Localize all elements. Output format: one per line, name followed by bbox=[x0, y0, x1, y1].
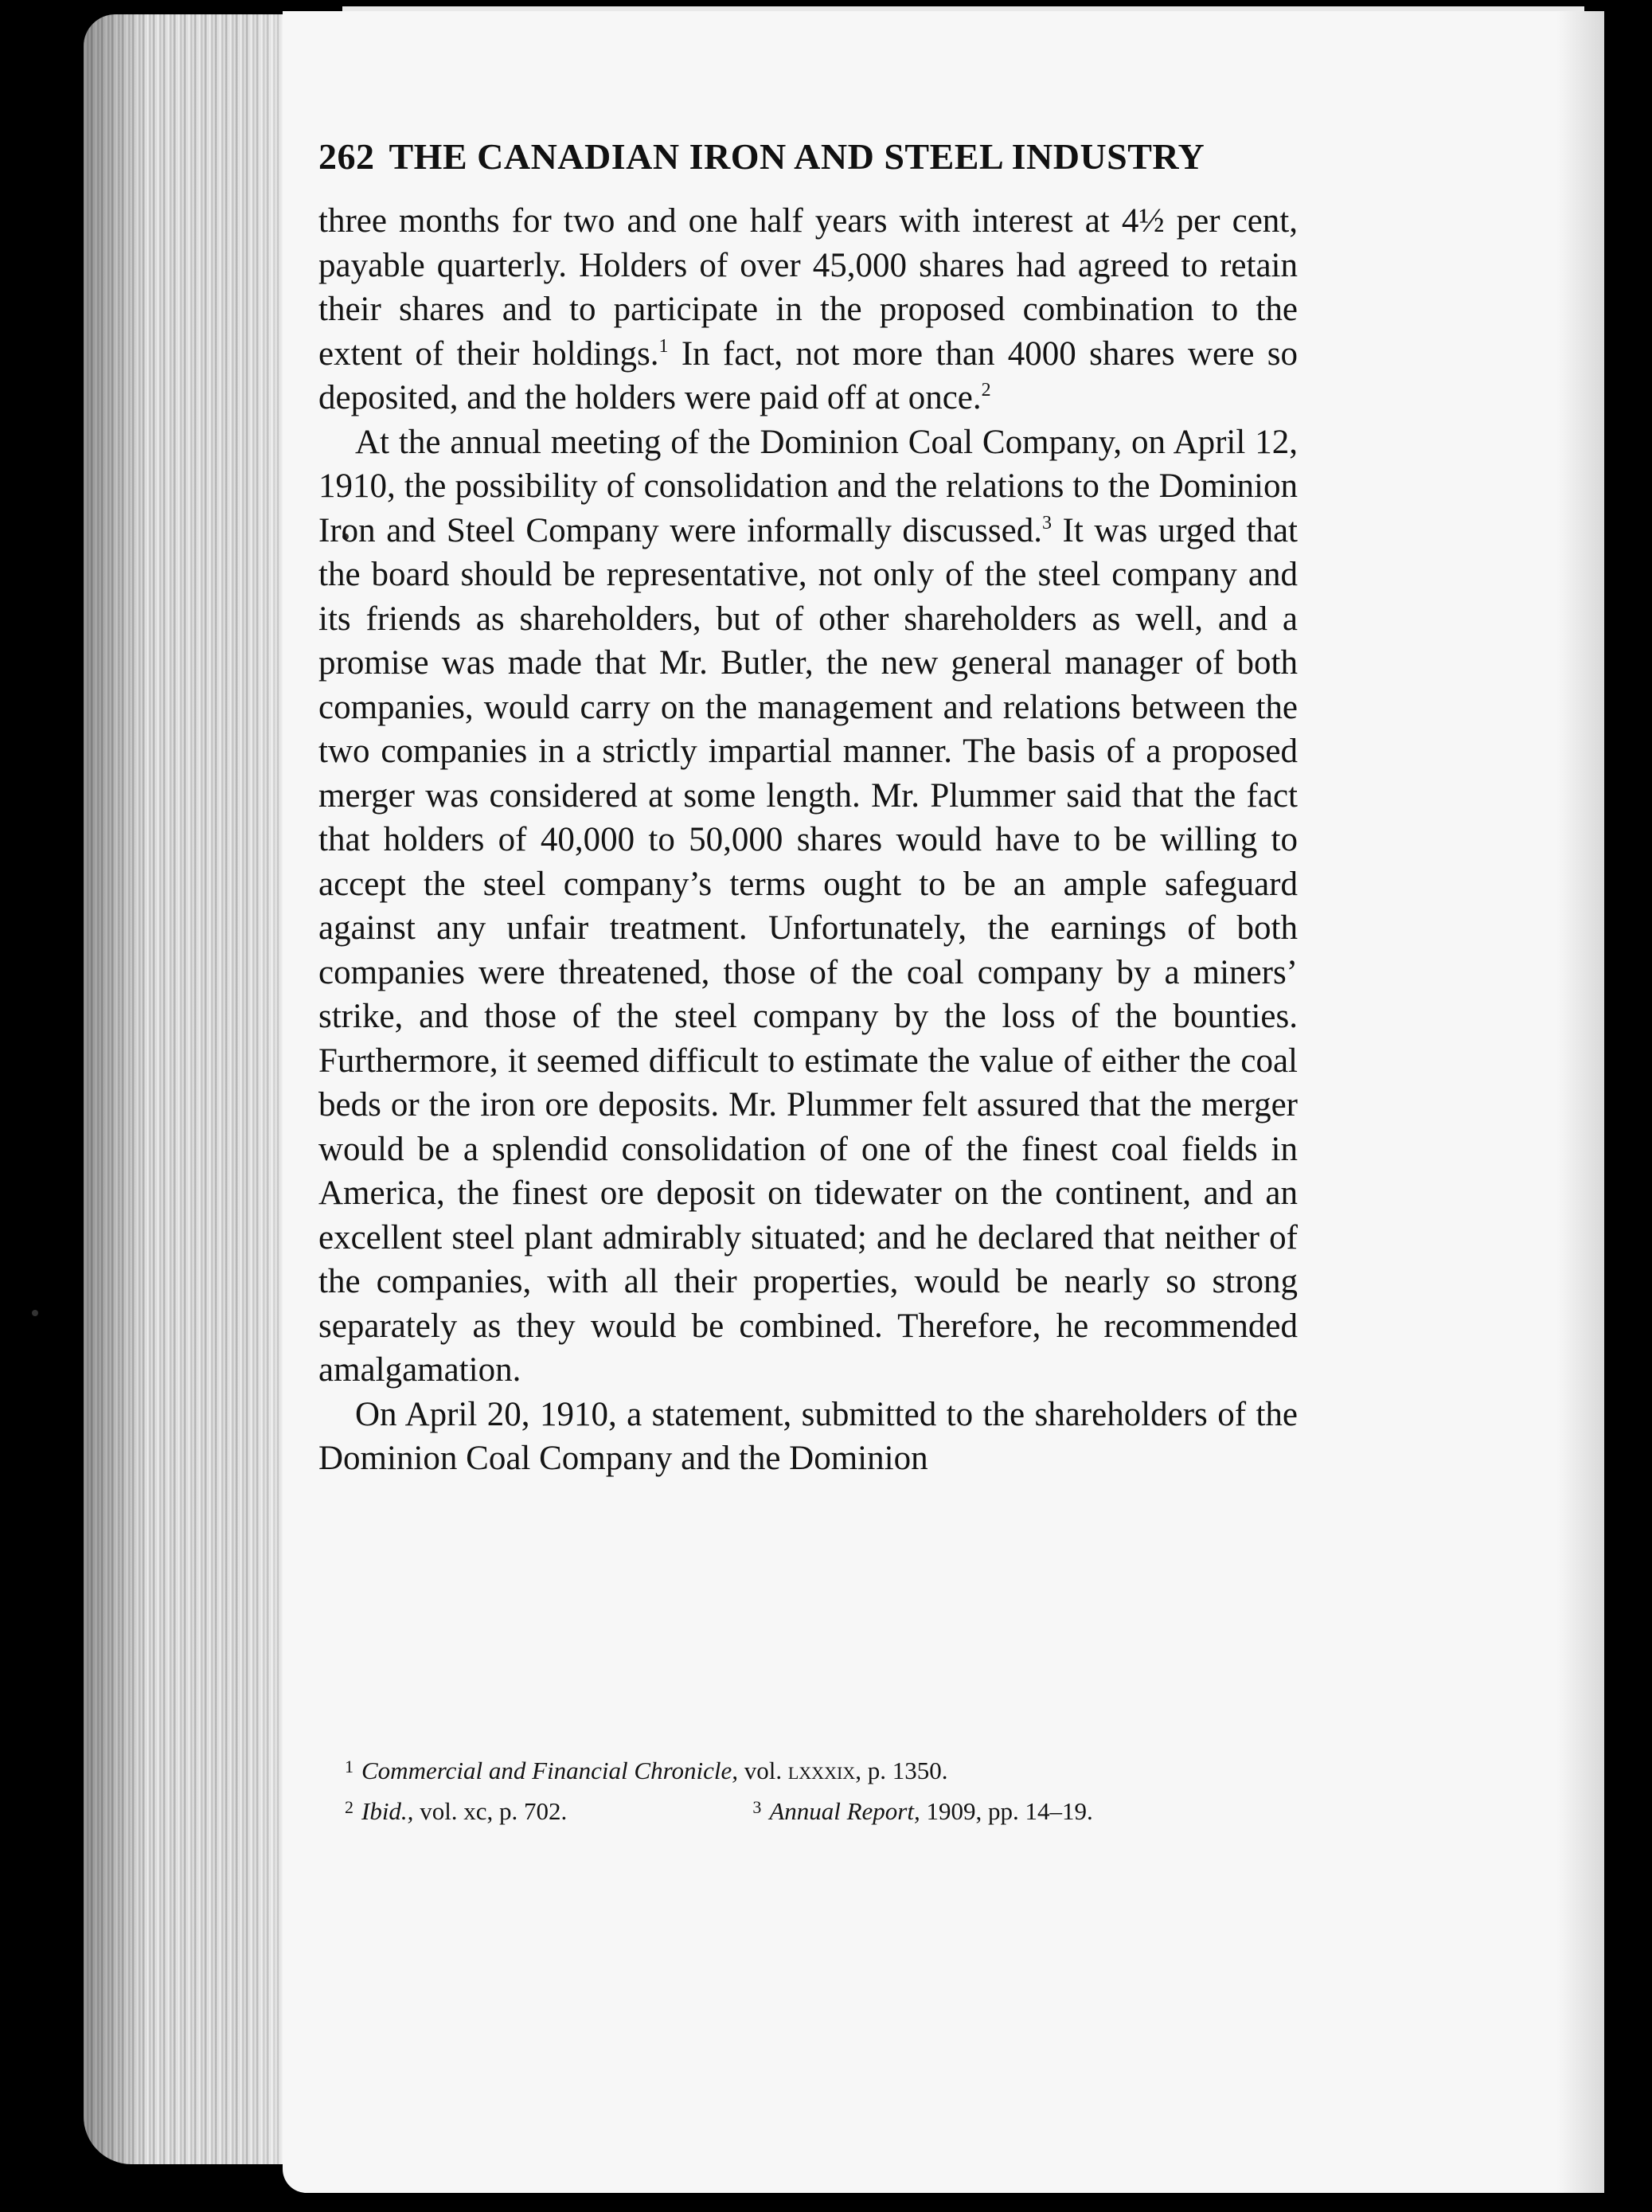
running-head bbox=[318, 135, 1282, 178]
footnote-source: Ibid., bbox=[361, 1797, 414, 1825]
footnote-ref[interactable]: 2 bbox=[981, 380, 991, 401]
footnote-mark: 2 bbox=[345, 1797, 353, 1817]
footnote-source: Annual Report, bbox=[769, 1797, 920, 1825]
page-shadow bbox=[1556, 11, 1604, 2193]
footnote-text: vol. xc, p. 702. bbox=[413, 1797, 568, 1825]
footnote-ref[interactable]: 3 bbox=[1041, 512, 1052, 533]
scan-speck bbox=[32, 1310, 38, 1316]
footnote-mark: 3 bbox=[752, 1797, 762, 1817]
paragraph-text: In fact, not more than 4000 shares were so deposited, and the holders were paid off at once. bbox=[318, 334, 1298, 416]
paragraph-text: At the annual meeting of the Dominion Coal Company, on April 12, 1910, the possibility of consolidation and the relations to the Dominion Iron and Steel Company were informally discussed. bbox=[318, 423, 1298, 549]
footnote-source: Commercial and Financial Chronicle, bbox=[361, 1757, 738, 1784]
footnotes bbox=[318, 1749, 1298, 1830]
footnote-text: 1909, pp. 14–19. bbox=[920, 1797, 1093, 1825]
paragraph bbox=[318, 420, 1298, 1393]
footnote-ref[interactable]: 1 bbox=[658, 335, 669, 357]
footnote-volume: lxxxix bbox=[787, 1757, 856, 1784]
paragraph-text: On April 20, 1910, a statement, submitted to the shareholders of the Dominion Coal Company and the Dominion bbox=[318, 1395, 1298, 1477]
body-text bbox=[318, 199, 1298, 1481]
paragraph bbox=[318, 199, 1298, 420]
paragraph bbox=[318, 1393, 1298, 1481]
footnote bbox=[318, 1749, 1298, 1789]
footnote bbox=[318, 1789, 1298, 1830]
paragraph-text: It was urged that the board should be representative, not only of the steel company and its friends as shareholders, but of other shareholders as well, and a promise was made that Mr. Butler, the new general manager of both companies, would carry on the management and relations between the two companies in a strictly impartial manner. The basis of a proposed merger was considered at some length. Mr. Plummer said that the fact that holders of 40,000 to 50,000 shares would have to be willing to accept the steel company’s terms ought to be an ample safeguard against any unfair treatment. Unfortunately, the earnings of both companies were threatened, those of the coal company by a miners’ strike, and those of the steel company by the loss of the bounties. Furthermore, it seemed difficult to estimate the value of either the coal beds or the iron ore deposits. Mr. Plummer felt assured that the merger would be a splendid consolidation of one of the finest coal fields in America, the finest ore deposit on tidewater on the continent, and an excellent steel plant admirably situated; and he declared that neither of the companies, with all their properties, would be nearly so strong separately as they would be combined. Therefore, he recommended amalgamation. bbox=[318, 511, 1298, 1389]
page-number: 262 bbox=[318, 136, 375, 177]
paragraph-text: three months for two and one half years with interest at 4½ per cent, payable quarterly. Holders of over 45,000 shares had agreed to retain their shares and to participate in the proposed combination to the extent of their holdings. bbox=[318, 202, 1298, 373]
footnote-mark: 1 bbox=[345, 1757, 353, 1776]
running-title: THE CANADIAN IRON AND STEEL INDUSTRY bbox=[389, 136, 1205, 177]
book-page-edges bbox=[84, 14, 299, 2164]
footnote-text: vol. bbox=[737, 1757, 788, 1784]
footnote-text: , p. 1350. bbox=[855, 1757, 948, 1784]
